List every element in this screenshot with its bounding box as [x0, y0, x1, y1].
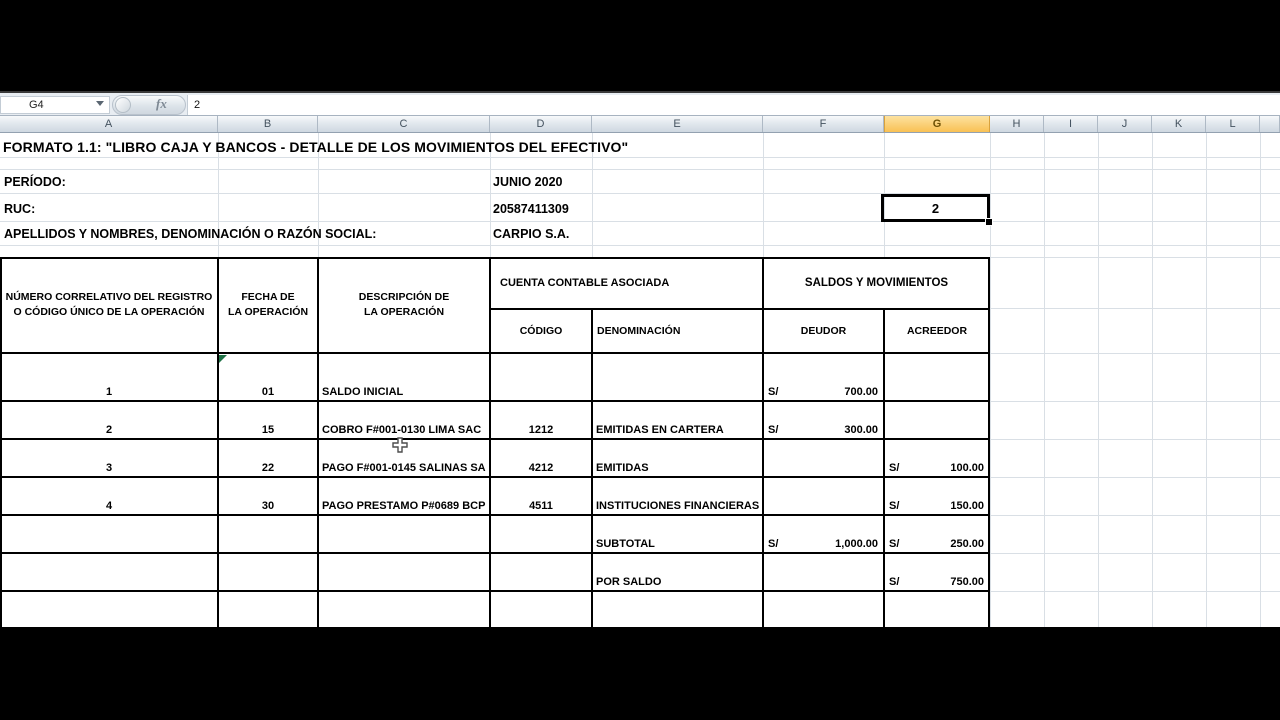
table-border — [883, 308, 885, 627]
cell-deudor-row2[interactable] — [763, 401, 884, 439]
razon-social-value-cell[interactable]: CARPIO S.A. — [493, 227, 570, 241]
gridline — [0, 245, 1280, 246]
currency-symbol: S/ — [768, 424, 779, 436]
gridline — [1098, 133, 1099, 627]
table-border — [0, 590, 990, 592]
header-fecha-line2: LA OPERACIÓN — [227, 306, 309, 318]
header-cell-codigo[interactable]: CÓDIGO — [490, 308, 592, 353]
cell-descripcion-row3[interactable]: PAGO F#001-0145 SALINAS SA — [322, 462, 486, 474]
header-descripcion-line1: DESCRIPCIÓN DE — [358, 291, 450, 303]
amount-value: 100.00 — [950, 462, 984, 474]
amount-value: 150.00 — [950, 500, 984, 512]
column-header-L[interactable]: L — [1206, 116, 1260, 132]
column-header-D[interactable]: D — [490, 116, 592, 132]
cell-denominacion-row3[interactable]: EMITIDAS — [596, 462, 649, 474]
column-header-F[interactable]: F — [763, 116, 884, 132]
gridline — [1044, 133, 1045, 627]
amount-value: 750.00 — [950, 576, 984, 588]
header-cell-numero[interactable] — [0, 257, 218, 353]
cell-fecha-row2[interactable]: 15 — [261, 424, 275, 436]
table-border — [0, 352, 990, 354]
periodo-label-cell[interactable]: PERÍODO: — [4, 175, 66, 189]
column-header-I[interactable]: I — [1044, 116, 1098, 132]
gridline — [0, 157, 1280, 158]
currency-symbol: S/ — [768, 386, 779, 398]
column-header-E[interactable]: E — [592, 116, 763, 132]
header-cell-acreedor[interactable]: ACREEDOR — [884, 308, 990, 353]
cell-numero-row1[interactable]: 1 — [105, 386, 113, 398]
header-cell-deudor[interactable]: DEUDOR — [763, 308, 884, 353]
currency-symbol: S/ — [768, 538, 779, 550]
table-border — [0, 476, 990, 478]
amount-value: 250.00 — [950, 538, 984, 550]
cell-deudor-row1[interactable] — [763, 353, 884, 401]
table-border — [762, 257, 764, 627]
column-header-H[interactable]: H — [990, 116, 1044, 132]
cell-descripcion-row4[interactable]: PAGO PRESTAMO P#0689 BCP — [322, 500, 486, 512]
column-header-B[interactable]: B — [218, 116, 318, 132]
cell-numero-row4[interactable]: 4 — [105, 500, 113, 512]
header-cell-fecha[interactable] — [218, 257, 318, 353]
cell-fecha-row4[interactable]: 30 — [261, 500, 275, 512]
insert-function-icon[interactable]: fx — [156, 96, 167, 111]
name-box[interactable]: G4 — [0, 96, 110, 114]
cell-numero-row2[interactable]: 2 — [105, 424, 113, 436]
periodo-value-cell[interactable]: JUNIO 2020 — [493, 175, 563, 189]
gridline — [1260, 133, 1261, 627]
table-border — [0, 400, 990, 402]
currency-symbol: S/ — [889, 500, 900, 512]
razon-social-label-cell[interactable]: APELLIDOS Y NOMBRES, DENOMINACIÓN O RAZÓN SOCIAL: — [4, 227, 377, 241]
column-header-A[interactable]: A — [0, 116, 218, 132]
gridline — [1152, 133, 1153, 627]
header-cell-descripcion[interactable] — [318, 257, 490, 353]
cell-fecha-row3[interactable]: 22 — [261, 462, 275, 474]
header-numero-line2: O CÓDIGO ÚNICO DE LA OPERACIÓN — [13, 306, 205, 318]
gridline — [990, 133, 991, 627]
column-header-partial[interactable] — [1260, 116, 1280, 132]
table-border — [0, 257, 990, 259]
cell-acreedor-row4[interactable] — [884, 477, 990, 515]
cell-numero-row3[interactable]: 3 — [105, 462, 113, 474]
table-border — [217, 257, 219, 627]
header-cell-denominacion[interactable]: DENOMINACIÓN — [592, 308, 763, 353]
header-descripcion-line2: LA OPERACIÓN — [363, 306, 445, 318]
header-fecha-line1: FECHA DE — [241, 291, 295, 303]
column-header-G[interactable]: G — [884, 116, 990, 132]
selected-cell-g4[interactable]: 2 — [881, 194, 990, 222]
error-indicator-triangle-icon — [219, 355, 227, 363]
cell-codigo-row4[interactable]: 4511 — [529, 500, 553, 512]
chevron-down-icon[interactable] — [96, 101, 104, 106]
cell-acreedor-row5[interactable] — [884, 515, 990, 553]
cell-descripcion-row1[interactable]: SALDO INICIAL — [322, 386, 404, 398]
table-border — [317, 257, 319, 627]
table-border — [988, 257, 990, 627]
cell-deudor-row5[interactable] — [763, 515, 884, 553]
ruc-label-cell[interactable]: RUC: — [4, 202, 36, 216]
column-header-K[interactable]: K — [1152, 116, 1206, 132]
letterbox-bottom — [0, 627, 1280, 720]
table-border — [0, 438, 990, 440]
header-numero-line1: NÚMERO CORRELATIVO DEL REGISTRO — [5, 291, 213, 303]
formula-input[interactable]: 2 — [187, 95, 1280, 115]
table-border — [0, 552, 990, 554]
amount-value: 300.00 — [844, 424, 878, 436]
cell-denominacion-row2[interactable]: EMITIDAS EN CARTERA — [596, 424, 724, 436]
splitter-circle-icon — [115, 97, 131, 113]
table-border — [0, 514, 990, 516]
cell-fecha-row1[interactable]: 01 — [261, 386, 275, 398]
sheet-title-cell[interactable]: FORMATO 1.1: "LIBRO CAJA Y BANCOS - DETALLE DE LOS MOVIMIENTOS DEL EFECTIVO" — [3, 138, 629, 155]
cell-codigo-row3[interactable]: 4212 — [528, 462, 554, 474]
gridline — [1206, 133, 1207, 627]
gridline — [0, 193, 1280, 194]
table-border — [591, 308, 593, 627]
letterbox-top — [0, 0, 1280, 91]
amount-value: 700.00 — [844, 386, 878, 398]
fill-handle[interactable] — [985, 218, 993, 226]
gridline — [0, 169, 1280, 170]
table-border — [490, 308, 990, 310]
currency-symbol: S/ — [889, 576, 900, 588]
table-border — [489, 257, 491, 627]
header-group-saldos-movimientos[interactable]: SALDOS Y MOVIMIENTOS — [763, 257, 990, 308]
ruc-value-cell[interactable]: 20587411309 — [493, 202, 569, 216]
cell-descripcion-row2[interactable]: COBRO F#001-0130 LIMA SAC — [322, 424, 482, 436]
gridline — [0, 221, 1280, 222]
cell-acreedor-row3[interactable] — [884, 439, 990, 477]
cell-codigo-row2[interactable]: 1212 — [528, 424, 554, 436]
cell-denominacion-row6[interactable]: POR SALDO — [596, 576, 662, 588]
column-header-J[interactable]: J — [1098, 116, 1152, 132]
table-border — [0, 257, 2, 627]
currency-symbol: S/ — [889, 462, 900, 474]
cell-denominacion-row5[interactable]: SUBTOTAL — [596, 538, 655, 550]
cell-acreedor-row6[interactable] — [884, 553, 990, 591]
amount-value: 1,000.00 — [835, 538, 878, 550]
column-header-C[interactable]: C — [318, 116, 490, 132]
cell-denominacion-row4[interactable]: INSTITUCIONES FINANCIERAS — [596, 500, 760, 512]
currency-symbol: S/ — [889, 538, 900, 550]
header-group-cuenta-contable[interactable]: CUENTA CONTABLE ASOCIADA — [490, 257, 763, 308]
cell-plus-cursor-icon — [392, 437, 408, 453]
